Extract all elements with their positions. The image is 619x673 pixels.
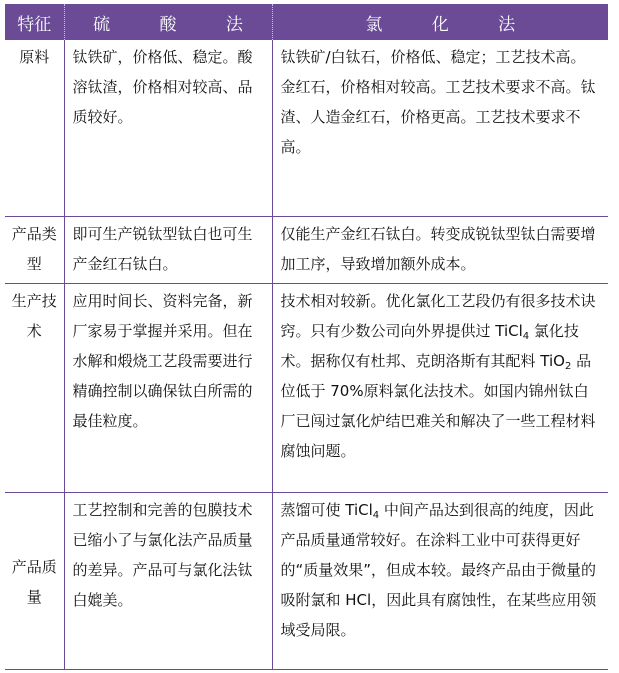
header-sulfate-label: 硫 酸 法 <box>93 14 265 35</box>
cell-chloride-product-type: 仅能生产金红石钛白。转变成锐钛型钛白需要增加工序，导致增加额外成本。 <box>272 217 608 284</box>
comparison-table <box>5 4 608 670</box>
cell-chloride-raw-material: 钛铁矿/白钛石，价格低、稳定；工艺技术高。金红石，价格相对较高。工艺技术要求不高。钛渣、人造金红石，价格更高。工艺技术要求不高。 <box>272 40 608 217</box>
cell-chloride-production-tech <box>272 284 608 493</box>
table-row <box>5 284 608 493</box>
header-sulfate-process <box>64 4 272 40</box>
cell-sulfate-product-type: 即可生产锐钛型钛白也可生产金红石钛白。 <box>64 217 272 284</box>
row-feature-product-quality: 产品质量 <box>5 493 64 670</box>
text-part: 技术相对较新。优化氯化工艺段仍有很多技术诀窍。只有少数公司向外界提供过 TiCl <box>280 292 596 340</box>
cell-sulfate-raw-material: 钛铁矿，价格低、稳定。酸溶钛渣，价格相对较高、品质较好。 <box>64 40 272 217</box>
header-feature: 特征 <box>5 4 64 40</box>
table-row <box>5 217 608 284</box>
header-chloride-label: 氯 化 法 <box>365 14 538 35</box>
row-feature-product-type: 产品类型 <box>5 217 64 284</box>
cell-sulfate-product-quality: 工艺控制和完善的包膜技术已缩小了与氯化法产品质量的差异。产品可与氯化法钛白媲美。 <box>64 493 272 670</box>
text-part: 氯化技术。据称仅有杜邦、克朗洛斯有其配料 TiO <box>280 322 579 370</box>
text-part: 中间产品达到很高的纯度，因此产品质量通常较好。在涂料工业中可获得更好的“质量效果”，但成本较。最终产品由于微量的吸附氯和 HCl，因此具有腐蚀性，在某些应用领域受局限。 <box>280 501 597 639</box>
subscript: 2 <box>564 361 572 372</box>
table-row <box>5 493 608 670</box>
row-feature-raw-material: 原料 <box>5 40 64 217</box>
header-chloride-process <box>272 4 608 40</box>
cell-chloride-product-quality <box>272 493 608 670</box>
cell-sulfate-production-tech: 应用时间长、资料完备，新厂家易于掌握并采用。但在水解和煅烧工艺段需要进行精确控制以确保钛白所需的最佳粒度。 <box>64 284 272 493</box>
table-row <box>5 40 608 217</box>
header-row <box>5 4 608 40</box>
subscript: 4 <box>372 510 380 521</box>
text-part: 蒸馏可使 TiCl <box>280 501 373 519</box>
text-part: 品位低于 70%原料氯化法技术。如国内锦州钛白厂已闯过氯化炉结巴难关和解决了一些工程材料腐蚀问题。 <box>280 352 596 460</box>
subscript: 4 <box>522 331 530 342</box>
row-feature-production-tech: 生产技术 <box>5 284 64 493</box>
